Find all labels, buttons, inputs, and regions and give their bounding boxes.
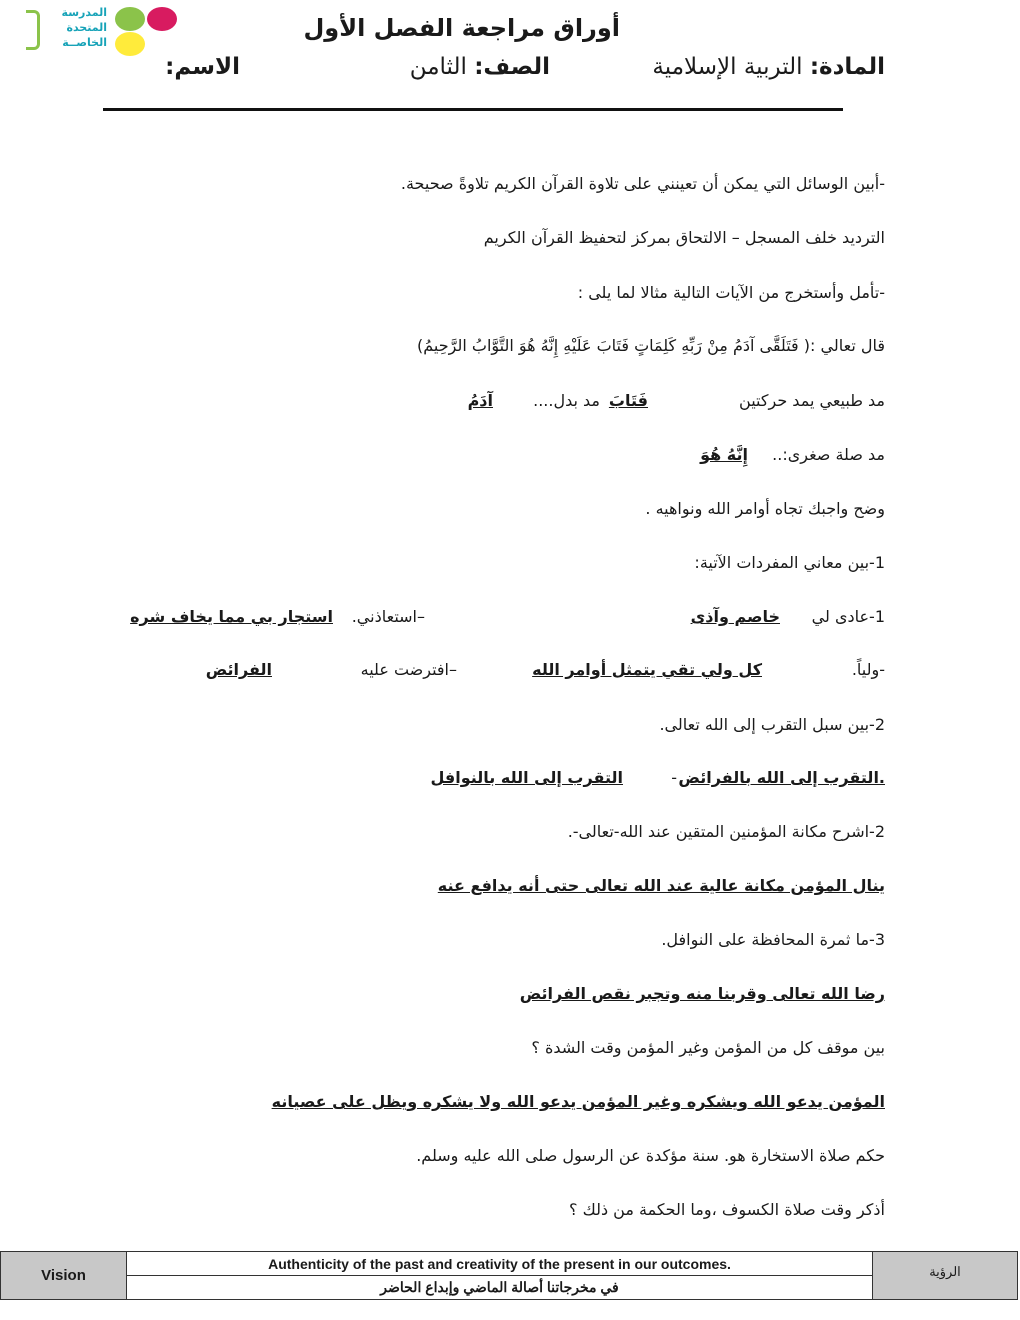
vocab-meaning-2: استجار بي مما يخاف شره: [130, 607, 333, 626]
madd-sila-label: مد صلة صغرى:..: [772, 445, 885, 464]
answer-believers-status: ينال المؤمن مكانة عالية عند الله تعالى حتى أنه يدافع عنه: [437, 876, 885, 895]
vision-label-ar: الرؤية: [873, 1252, 1017, 1299]
question-duty: وضح واجبك تجاه أوامر الله ونواهيه .: [645, 499, 885, 518]
question-hardship: بين موقف كل من المؤمن وغير المؤمن وقت الشدة ؟: [531, 1038, 885, 1057]
name-field: الاسم:: [165, 54, 240, 80]
logo-dot-green: [115, 7, 145, 31]
grade-field: الصف: الثامن: [409, 54, 550, 80]
subject-field: المادة: التربية الإسلامية: [652, 54, 885, 80]
vocab-word-4: –افترضت عليه: [360, 660, 457, 679]
school-emblem-icon: [26, 10, 40, 50]
vision-motto-ar: في مخرجاتنا أصالة الماضي وإبداع الحاضر: [380, 1279, 619, 1295]
question-nawafil-fruit: 3-ما ثمرة المحافظة على النوافل.: [661, 930, 885, 949]
answer-ways-closeness-1: .التقرب إلى الله بالفرائض: [678, 768, 885, 787]
question-believers-status: 2-اشرح مكانة المؤمنين المتقين عند الله-تعالى-.: [567, 822, 885, 841]
vision-motto-en: Authenticity of the past and creativity of the present in our outcomes.: [127, 1252, 872, 1276]
vision-label-en: Vision: [1, 1252, 126, 1299]
vocab-meaning-3: كل ولي تقي يتمثل أوامر الله: [532, 660, 762, 679]
vision-motto: [126, 1252, 873, 1299]
question-extract-examples: -تأمل وأستخرج من الآيات التالية مثالا لما يلى :: [577, 283, 885, 302]
logo-dot-yellow: [115, 32, 145, 56]
answer-ways-closeness-2: التقرب إلى الله بالنوافل: [430, 768, 623, 787]
question-ways-closeness: 2-بين سبل التقرب إلى الله تعالى.: [659, 715, 885, 734]
question-reading-aids: -أبين الوسائل التي يمكن أن تعينني على تلاوة القرآن الكريم تلاوةً صحيحة.: [400, 174, 885, 193]
madd-badal-example: آدَمُ: [467, 391, 493, 410]
header-divider: [103, 108, 843, 111]
page-title: أوراق مراجعة الفصل الأول: [303, 14, 620, 42]
madd-tabii-label: مد طبيعي يمد حركتين: [739, 391, 885, 410]
istikhara-ruling: حكم صلاة الاستخارة هو. سنة مؤكدة عن الرسول صلى الله عليه وسلم.: [416, 1146, 885, 1165]
vocab-word-3: -ولياً.: [851, 660, 885, 679]
answer-nawafil-fruit: رضا الله تعالى وقربنا منه وتجبر نقص الفرائض: [519, 984, 885, 1003]
madd-sila-example: إِنَّهُ هُوَ: [700, 445, 748, 464]
question-vocabulary: 1-بين معاني المفردات الآتية:: [694, 553, 885, 572]
logo-dot-pink: [147, 7, 177, 31]
answer-ways-separator: -: [671, 768, 677, 787]
vocab-word-1: 1-عادى لي: [811, 607, 885, 626]
question-eclipse-prayer: أذكر وقت صلاة الكسوف ،وما الحكمة من ذلك ؟: [569, 1200, 885, 1219]
vocab-meaning-4: الفرائض: [205, 660, 272, 679]
madd-badal-label: مد بدل....: [533, 391, 600, 410]
madd-tabii-example: فَتَابَ: [608, 391, 648, 410]
vocab-meaning-1: خاصم وآذى: [690, 607, 780, 626]
school-name: المدرسة المتحدة الخاصــة: [61, 6, 107, 49]
answer-hardship: المؤمن يدعو الله ويشكره وغير المؤمن يدعو الله ولا يشكره ويظل على عصيانه: [271, 1092, 885, 1111]
answer-reading-aids: الترديد خلف المسجل – الالتحاق بمركز لتحفيظ القرآن الكريم: [483, 228, 885, 247]
vision-footer: [0, 1251, 1018, 1300]
quran-verse: قال تعالي :( فَتَلَقَّى آدَمُ مِنْ رَبِّهِ كَلِمَاتٍ فَتَابَ عَلَيْهِ إِنَّهُ هُوَ التَّوَّابُ الرَّحِيمُ): [417, 336, 885, 355]
vocab-word-2: –استعاذني.: [351, 607, 425, 626]
